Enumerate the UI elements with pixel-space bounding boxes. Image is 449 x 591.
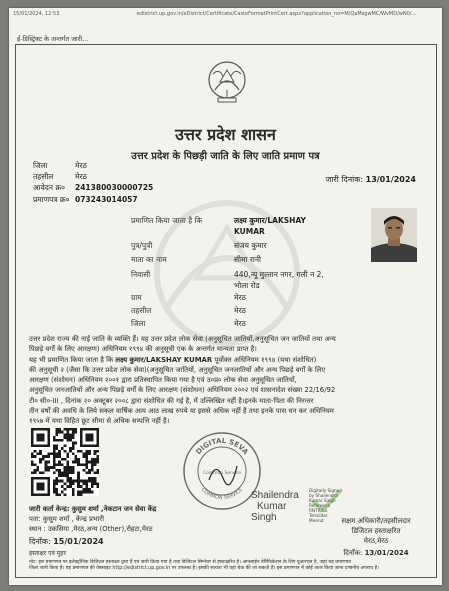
issuing-centre-location: स्थान : उकसिया ,मेरठ,अन्य (Other),रोहटा,मेरठ <box>29 525 153 533</box>
certificate-page <box>9 8 442 585</box>
issuing-centre-address: पता: कुसुम शर्मा , केन्द्र प्रभारी <box>29 515 104 523</box>
authority-sign-date: दिनाँक: 13/01/2024 <box>343 549 409 557</box>
meta-district: जिला मेरठ <box>33 161 87 170</box>
competent-authority: सक्षम अधिकारी/तहसीलदार <box>341 517 411 525</box>
verification-footer-note: नोट: इस प्रमाणपत्र पर इलेक्ट्रॉनिक डिजिटल हस्ताक्षर द्वारा हैं एवं जारी किया गया है तथा डिजिटल सिग्नेचर से हस्ताक्षरित है। आनलाईन वेरिफिकेशन के लिए यूआरएल है, जहां यह प्रमाणपत्र जिला जारी किया है। यह प्रमाणपत्र की वेबसाइट http://edistrict.up.gov.in पर उपलब्ध है। इसकी सत्यता भी वहां चेक की जा सकती है। इस प्रमाणपत्र में कोई अंतर किया जाना दण्डनीय अपराध है। <box>29 560 379 571</box>
detail-tehsil: तहसील मेरठ <box>131 306 246 315</box>
certificate-title: उत्तर प्रदेश के पिछड़ी जाति के लिए जाति प्रमाण पत्र <box>131 151 320 162</box>
certificate-body-text: उत्तर प्रदेश राज्य की नाई जाति के व्यक्ति हैं। यह उत्तर प्रदेश लोक सेवा (अनुसूचित जातियों,अनुसूचित जन जातियों तथा अन्य पिछड़े वर्गों के लिए आरक्षण) अधिनियम १९९४ की अनुसूची एक के अन्तर्गत मान्यता प्राप्त है। यह भी प्रमाणित किया जाता है कि लक्ष्य कुमार/LAKSHAY KUMAR पूर्वोक्त अधिनियम १९९४ (यथा संशोधित) की अनुसूची २ (जैसा कि उत्तर प्रदेश लोक सेवा)(अनुसूचित जातियों, अनुसूचित जनजातियों और अन्य पिछड़े वर्गों के लिए आरक्षण (संशोधन) अधिनियम २००१ द्वारा प्रतिस्थापित किया गया है एवं उ०प्र० लोक सेवा अनुसूचित जातियों, अनुसूचित जनजातियों और अन्य पिछड़े वर्गों के लिए आरक्षण (संशोधन) अधिनियम २००२ एवं शासनादेश संख्या 22/16/92 टी० सी०-III , दिनांक २० अक्टूबर २००८ द्वारा संशोधित की गई है, में उल्लिखित नहीं है।इनके माता-पिता की निरन्तर तीन वर्षों की अवधि के लिये सकल वार्षिक आय आठ लाख रुपये या इससे अधिक नहीं है तथा इनके पास धन कर अधिनियम १९५७ में यथा विहित छूट सीमा से अधिक सम्पत्ति नहीं है। <box>29 335 336 426</box>
seal-top-text: DIGITAL SEVA <box>194 436 250 457</box>
verification-qr-code <box>31 428 99 496</box>
detail-mother-name: माता का नाम सीमा रानी <box>131 255 261 264</box>
applicant-photo <box>371 208 417 262</box>
edistrict-note: ई-डिस्ट्रिक्ट के अन्तर्गत जारी... <box>17 35 89 43</box>
government-title: उत्तर प्रदेश शासन <box>175 125 276 144</box>
detail-district: जिला मेरठ <box>131 319 246 328</box>
signature-seal-label: हस्ताक्षर एवं मुहर <box>29 550 66 557</box>
detail-village: ग्राम मेरठ <box>131 293 246 302</box>
detail-parent-name: पुत्र/पुत्री संजय कुमार <box>131 241 267 250</box>
issuing-centre: जारी कर्ता केन्द्र: कुसुम शर्मा ,नेकटान जन सेवा केंद्र <box>29 505 157 513</box>
print-datetime: 15/01/2024, 12:53 <box>13 11 60 17</box>
detail-certified-name: प्रमाणित किया जाता है कि लक्ष्य कुमार/LAKSHAY <box>131 216 306 225</box>
issuing-centre-date: दिनाँक: 15/01/2024 <box>29 537 104 546</box>
meta-tehsil: तहसील मेरठ <box>33 172 87 181</box>
up-government-emblem-icon <box>207 60 247 108</box>
seal-center-text: Common Service <box>202 471 242 476</box>
authority-location: मेरठ,मेरठ <box>363 537 389 545</box>
detail-certified-name-cont: KUMAR <box>234 227 265 236</box>
issue-date: जारी दिनांक: 13/01/2024 <box>325 175 416 184</box>
meta-certificate-number: प्रमाणपत्र क्र० 073243014057 <box>33 195 138 204</box>
detail-address-cont: भोला रोड <box>234 281 260 290</box>
digitally-signed-label: डिजिटल हस्ताक्षरित <box>351 527 401 535</box>
digital-signature-info: Digitally Signed by Shailendra Kumar Singh Reference RNTR/Co Tehsildar Meerut <box>309 488 342 523</box>
applicant-portrait-icon <box>371 208 417 262</box>
seal-bottom-text: COMMON SERVICE <box>199 487 245 502</box>
print-url: edistrict.up.gov.in/eDistrict/Certificate/CasteFormatPrintCert.aspx?application_no=M/QaMzgwMC/WvMD/wN0/... <box>137 11 417 17</box>
detail-address: निवासी 440,न्यू मुल्तान नगर, गली न 2, <box>131 270 324 279</box>
digital-signature-name: Shailendra Kumar Singh <box>251 490 299 523</box>
meta-application-number: आवेदन क्र० 241380030000725 <box>33 183 154 192</box>
